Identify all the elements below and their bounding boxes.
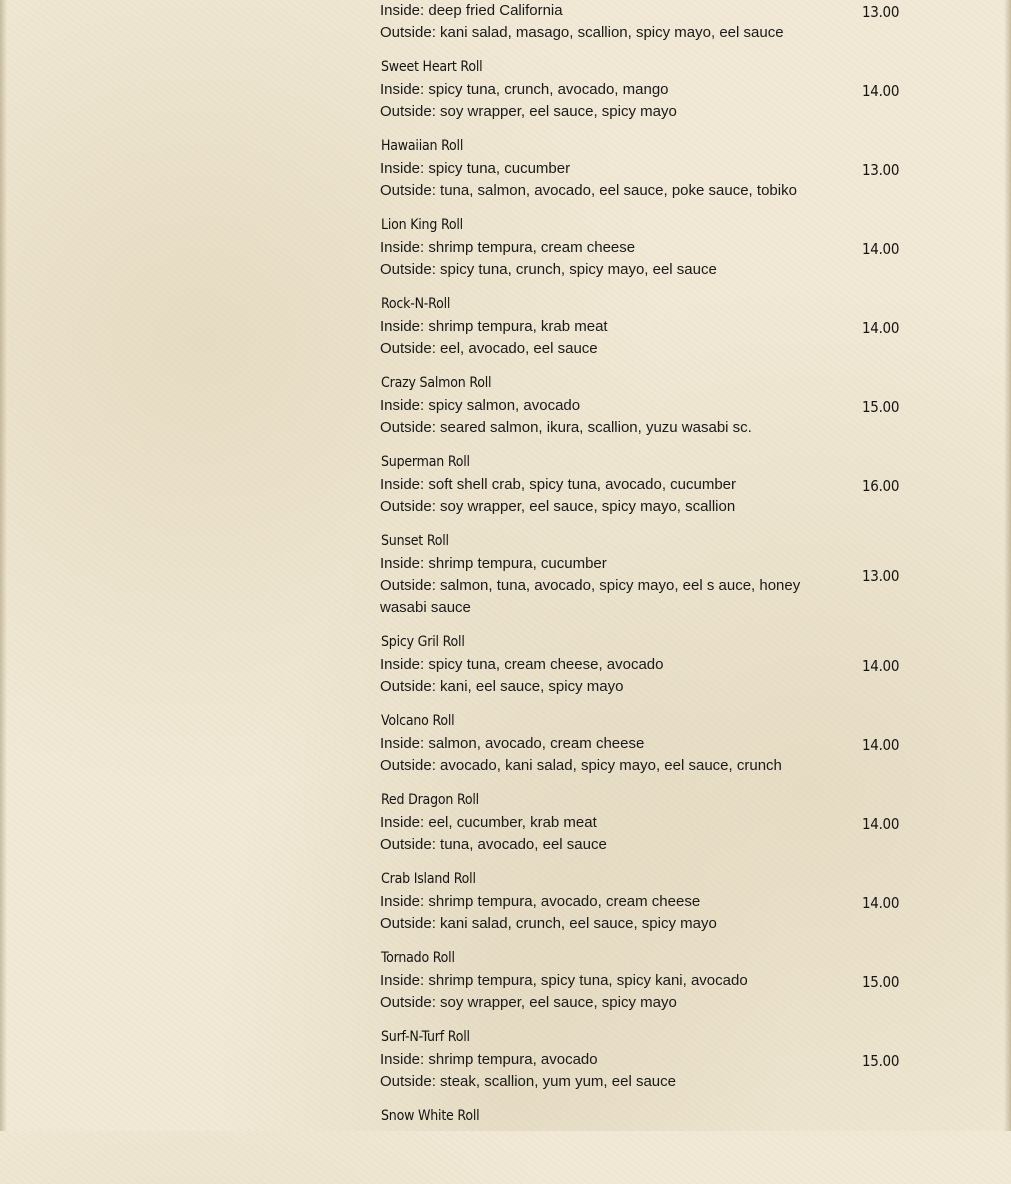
item-inside: Inside: spicy tuna, cream cheese, avocado <box>380 656 664 673</box>
item-name: Spicy Gril Roll <box>381 634 465 650</box>
item-outside: Outside: soy wrapper, eel sauce, spicy mayo <box>380 103 677 120</box>
menu-item <box>380 530 920 631</box>
item-price: 14.00 <box>862 240 900 258</box>
item-name: Crazy Salmon Roll <box>381 375 492 391</box>
item-inside: Inside: spicy tuna, crunch, avocado, mango <box>380 81 669 98</box>
menu-item <box>380 1105 920 1184</box>
item-inside: Inside: soft shell crab, spicy tuna, avocado, cucumber <box>380 476 737 493</box>
item-outside: Outside: avocado, kani salad, spicy mayo, eel sauce, crunch <box>380 757 782 774</box>
menu-item <box>380 1026 920 1105</box>
menu-item <box>380 631 920 710</box>
item-inside: Inside: salmon, avocado, cream cheese <box>380 735 645 752</box>
item-inside: Inside: shrimp tempura, spicy tuna, spicy kani, avocado <box>380 972 748 989</box>
item-name: Surf-N-Turf Roll <box>381 1029 470 1045</box>
item-outside: Outside: salmon, tuna, avocado, spicy mayo, eel s auce, honey wasabi sauce <box>380 577 801 616</box>
item-price: 14.00 <box>862 657 900 675</box>
menu-item <box>380 451 920 530</box>
item-outside: Outside: kani salad, crunch, eel sauce, spicy mayo <box>380 915 717 932</box>
menu-item <box>380 0 920 56</box>
item-outside: Outside: kani, eel sauce, spicy mayo <box>380 678 624 695</box>
item-price: 15.00 <box>862 398 900 416</box>
item-outside: Outside: seared salmon, ikura, scallion, yuzu wasabi sc. <box>380 419 752 436</box>
item-outside: Outside: spicy tuna, crunch, spicy mayo, eel sauce <box>380 261 717 278</box>
item-name: Sweet Heart Roll <box>381 59 483 75</box>
menu-item <box>380 789 920 868</box>
item-price: 14.00 <box>862 815 900 833</box>
item-price: 16.00 <box>862 477 900 495</box>
item-price: 14.00 <box>862 736 900 754</box>
item-price: 15.00 <box>862 1052 900 1070</box>
item-inside: Inside: spicy tuna, cucumber <box>380 160 571 177</box>
item-name: Lion King Roll <box>381 217 463 233</box>
item-outside: Outside: soy wrapper, eel sauce, spicy mayo <box>380 994 677 1011</box>
item-inside: Inside: shrimp tempura, avocado, cream cheese <box>380 893 701 910</box>
item-name: Hawaiian Roll <box>381 138 464 154</box>
item-inside: Inside: eel, cucumber, krab meat <box>380 814 597 831</box>
item-name: Sunset Roll <box>381 533 449 549</box>
item-price: 14.00 <box>862 82 900 100</box>
item-name: Rock-N-Roll <box>381 296 451 312</box>
item-inside: Inside: deep fried California <box>380 2 563 19</box>
item-outside: Outside: tuna, salmon, avocado, eel sauce, poke sauce, tobiko <box>380 182 797 199</box>
item-outside: Outside: eel, avocado, eel sauce <box>380 340 598 357</box>
item-name: Tornado Roll <box>381 950 455 966</box>
item-outside: Outside: tuna, avocado, eel sauce <box>380 836 607 853</box>
menu-item <box>380 710 920 789</box>
item-price: 14.00 <box>862 894 900 912</box>
item-price: 13.00 <box>862 161 900 179</box>
item-price: 13.00 <box>862 567 900 585</box>
item-name: Snow White Roll <box>381 1108 480 1124</box>
paper-edge-left <box>0 0 7 1131</box>
item-outside: Outside: steak, scallion, yum yum, eel sauce <box>380 1073 676 1090</box>
item-inside: Inside: shrimp tempura, cucumber <box>380 555 607 572</box>
paper-edge-right <box>1004 0 1011 1131</box>
menu-item <box>380 135 920 214</box>
menu-item <box>380 293 920 372</box>
item-inside: Inside: shrimp tempura, krab meat <box>380 318 608 335</box>
menu-item <box>380 56 920 135</box>
item-outside: Outside: kani salad, masago, scallion, spicy mayo, eel sauce <box>380 24 784 41</box>
item-price: 14.00 <box>862 319 900 337</box>
menu-item <box>380 214 920 293</box>
item-inside: Inside: shrimp tempura, avocado <box>380 1051 598 1068</box>
menu-item <box>380 868 920 947</box>
menu-item <box>380 947 920 1026</box>
item-name: Volcano Roll <box>381 713 455 729</box>
item-outside: Outside: soy wrapper, eel sauce, spicy mayo, scallion <box>380 498 736 515</box>
item-inside: Inside: shrimp tempura, cream cheese <box>380 239 636 256</box>
item-name: Superman Roll <box>381 454 470 470</box>
menu-item <box>380 372 920 451</box>
item-price: 13.00 <box>862 3 900 21</box>
roll-menu-list <box>380 0 920 1184</box>
item-price: 15.00 <box>862 973 900 991</box>
item-inside: Inside: spicy salmon, avocado <box>380 397 581 414</box>
item-name: Crab Island Roll <box>381 871 476 887</box>
item-name: Red Dragon Roll <box>381 792 479 808</box>
